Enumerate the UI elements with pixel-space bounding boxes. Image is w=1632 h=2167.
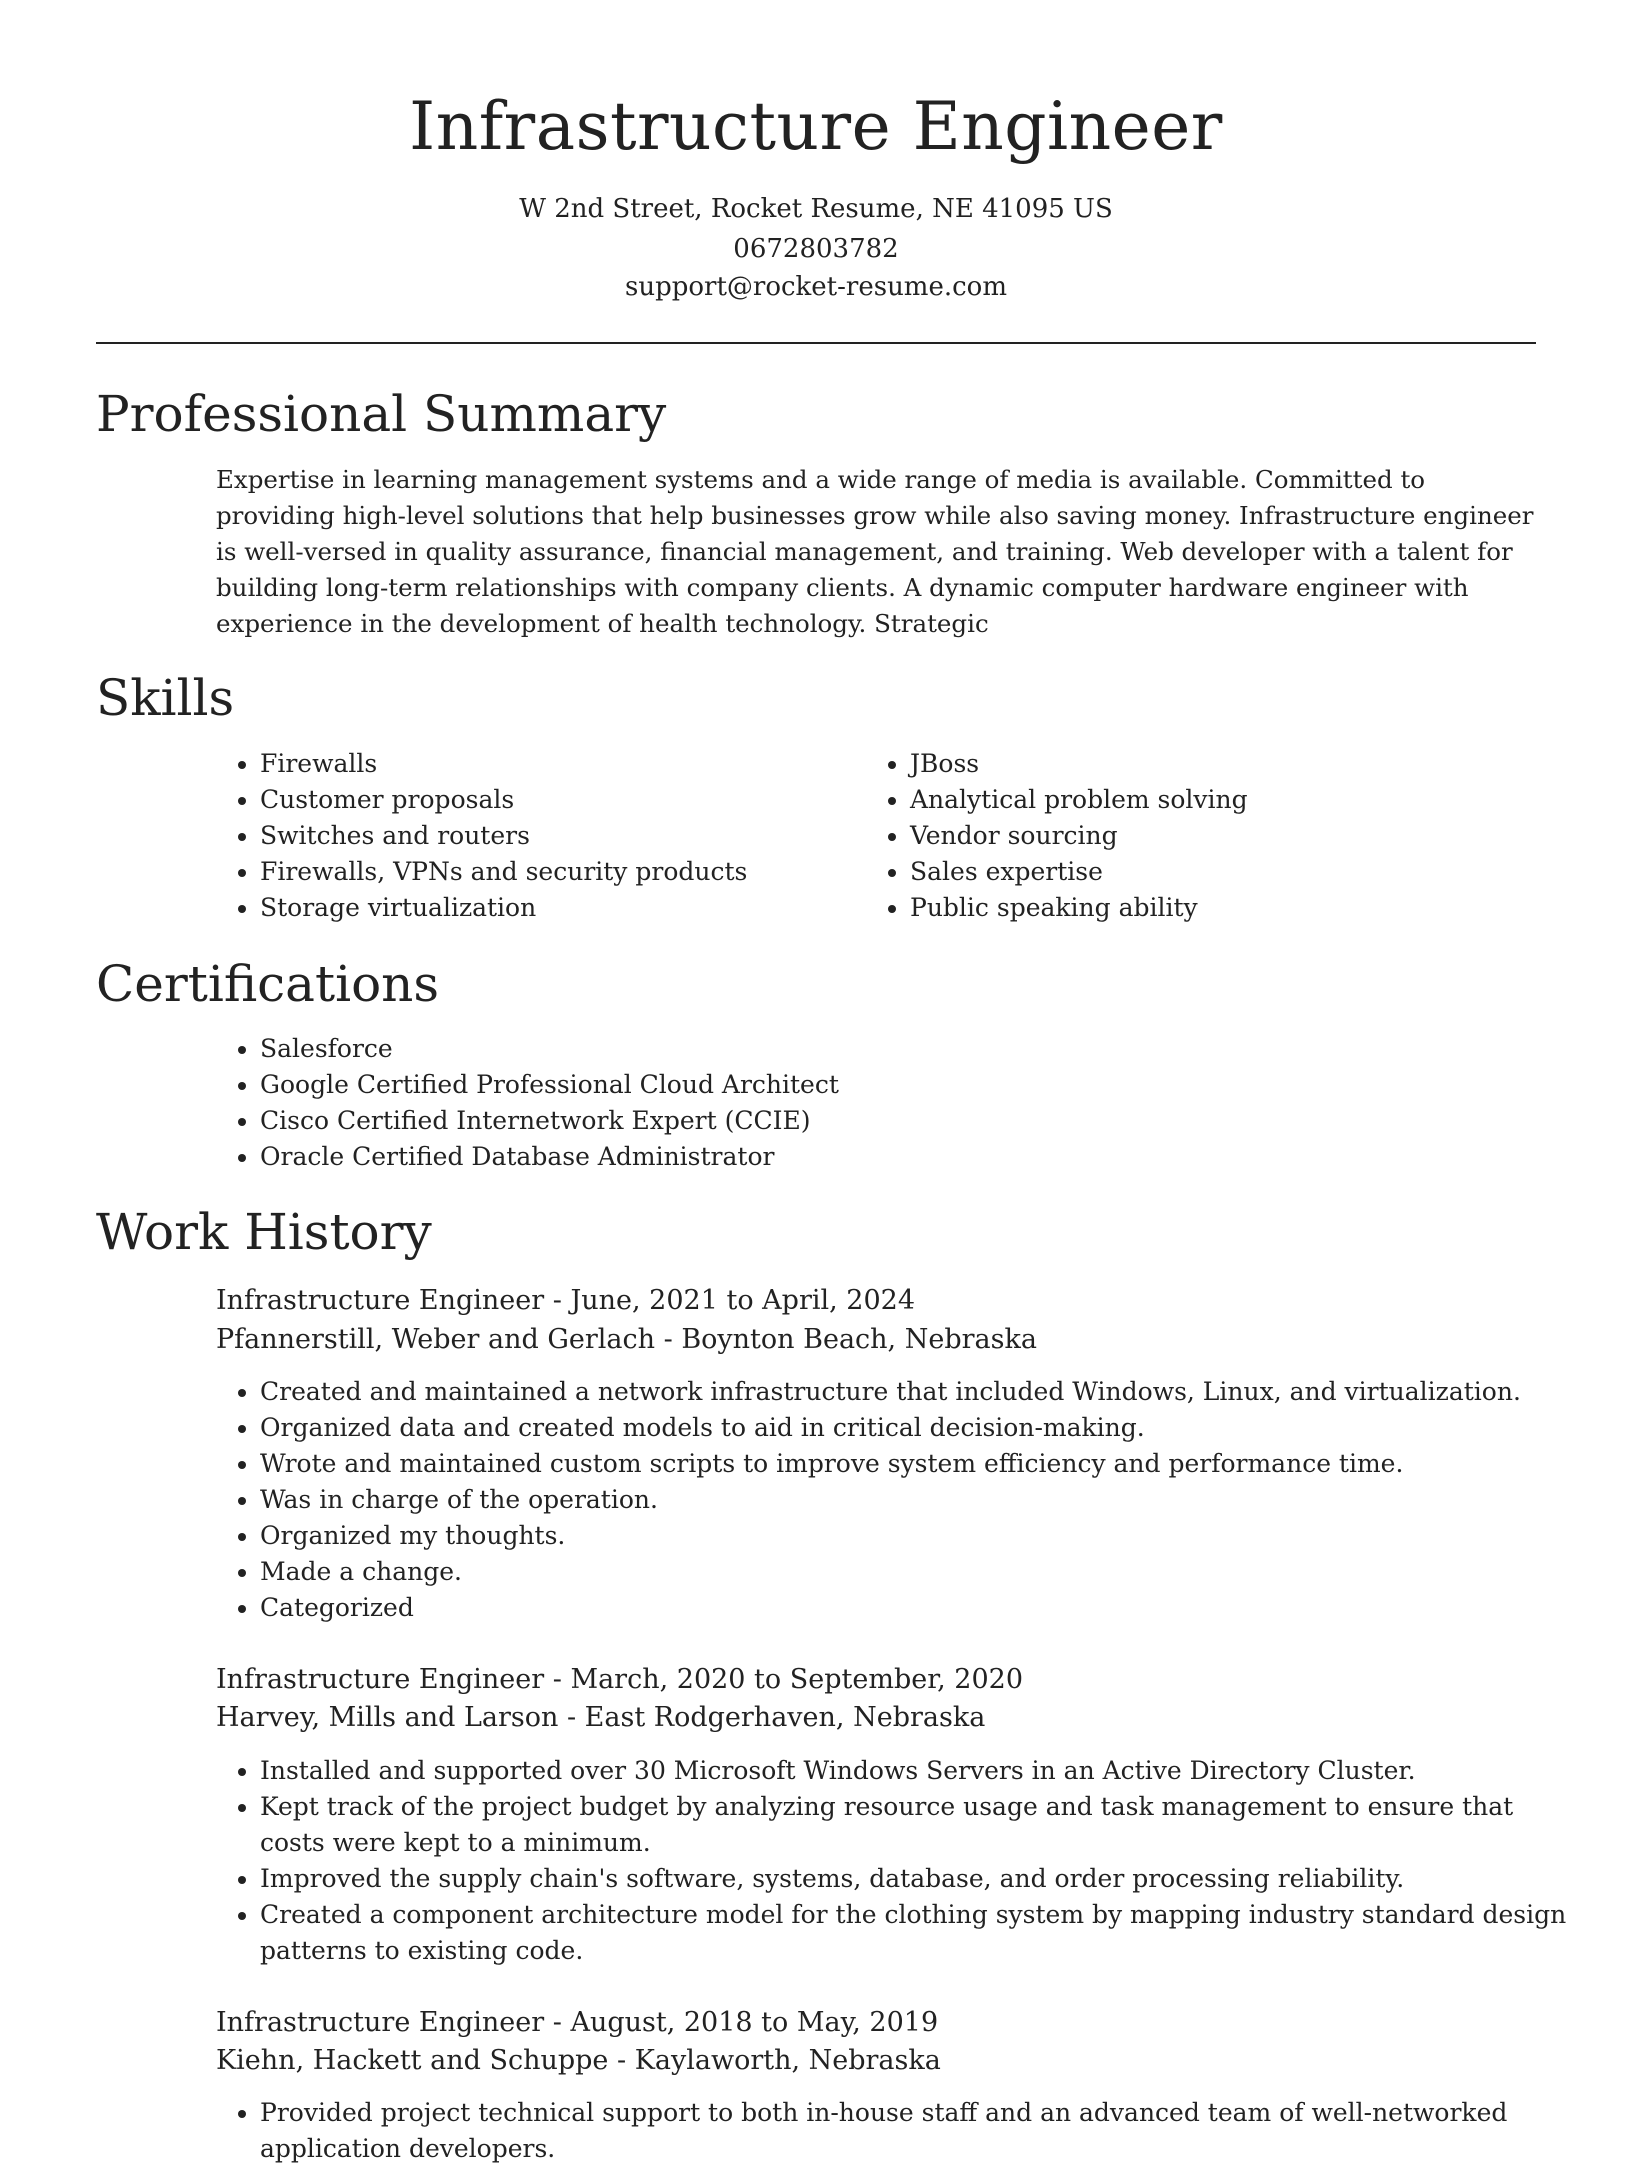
header-divider (96, 342, 1536, 344)
job-company-line: Pfannerstill, Weber and Gerlach - Boynton Beach, Nebraska (216, 1324, 1037, 1355)
job-bullet: • Provided project technical support to both in-house staff and an advanced team of well-networked application developers. (260, 2095, 1580, 2167)
contact-phone: 0672803782 (733, 234, 899, 264)
job-bullet: • Organized data and created models to aid in critical decision-making. (260, 1410, 1580, 1446)
skill-item: • JBoss (910, 746, 1510, 782)
certification-item: • Oracle Certified Database Administrator (260, 1139, 1460, 1175)
skill-item: • Public speaking ability (910, 890, 1510, 926)
certifications-list (216, 1031, 1460, 1175)
job-bullet: • Organized my thoughts. (260, 1518, 1580, 1554)
certification-item: • Salesforce (260, 1031, 1460, 1067)
skills-heading: Skills (96, 669, 235, 727)
job-title-line: Infrastructure Engineer - June, 2021 to April, 2024 (216, 1285, 916, 1316)
skill-item: • Firewalls, VPNs and security products (260, 854, 860, 890)
certification-item: • Cisco Certified Internetwork Expert (CCIE) (260, 1103, 1460, 1139)
certifications-heading: Certifications (96, 955, 440, 1013)
contact-email[interactable]: support@rocket-resume.com (624, 272, 1007, 302)
job-bullet: • Was in charge of the operation. (260, 1482, 1580, 1518)
job-company-line: Harvey, Mills and Larson - East Rodgerhaven, Nebraska (216, 1702, 986, 1733)
job-bullet: • Wrote and maintained custom scripts to improve system efficiency and performance time. (260, 1446, 1580, 1482)
job-bullet: • Made a change. (260, 1554, 1580, 1590)
work-history-heading: Work History (96, 1203, 432, 1261)
job-bullets (216, 1753, 1580, 1969)
contact-address: W 2nd Street, Rocket Resume, NE 41095 US (519, 194, 1113, 224)
skill-item: • Analytical problem solving (910, 782, 1510, 818)
job-bullet: • Categorized (260, 1590, 1580, 1626)
skill-item: • Vendor sourcing (910, 818, 1510, 854)
job-bullet: • Improved the supply chain's software, systems, database, and order processing reliability. (260, 1861, 1580, 1897)
job-title-line: Infrastructure Engineer - August, 2018 to May, 2019 (216, 2007, 939, 2038)
skill-item: • Storage virtualization (260, 890, 860, 926)
skill-item: • Sales expertise (910, 854, 1510, 890)
skill-item: • Firewalls (260, 746, 860, 782)
summary-heading: Professional Summary (96, 385, 667, 443)
job-bullet: • Installed and supported over 30 Microsoft Windows Servers in an Active Directory Cluster. (260, 1753, 1580, 1789)
skill-item: • Switches and routers (260, 818, 860, 854)
resume-name: Infrastructure Engineer (409, 88, 1223, 165)
job-title-line: Infrastructure Engineer - March, 2020 to September, 2020 (216, 1664, 1024, 1695)
job-bullet: • Kept track of the project budget by analyzing resource usage and task management to ensure that costs were kept to a minimum. (260, 1789, 1580, 1861)
certification-item: • Google Certified Professional Cloud Architect (260, 1067, 1460, 1103)
skills-list-left (216, 746, 860, 926)
skills-list-right (866, 746, 1510, 926)
job-bullet: • Created and maintained a network infrastructure that included Windows, Linux, and virtualization. (260, 1374, 1580, 1410)
job-bullet: • Created a component architecture model for the clothing system by mapping industry standard design patterns to existing code. (260, 1897, 1580, 1969)
job-company-line: Kiehn, Hackett and Schuppe - Kaylaworth, Nebraska (216, 2045, 941, 2076)
skill-item: • Customer proposals (260, 782, 860, 818)
job-bullets (216, 1374, 1580, 1626)
summary-text: Expertise in learning management systems and a wide range of media is available. Committed to providing high-level solutions that help businesses grow while also saving money. Infrastructure engineer is well-versed in quality assurance, financial management, and training. Web developer with a talent for building long-term relationships with company clients. A dynamic computer hardware engineer with experience in the development of health technology. Strategic (216, 465, 1534, 638)
job-bullets (216, 2095, 1580, 2167)
